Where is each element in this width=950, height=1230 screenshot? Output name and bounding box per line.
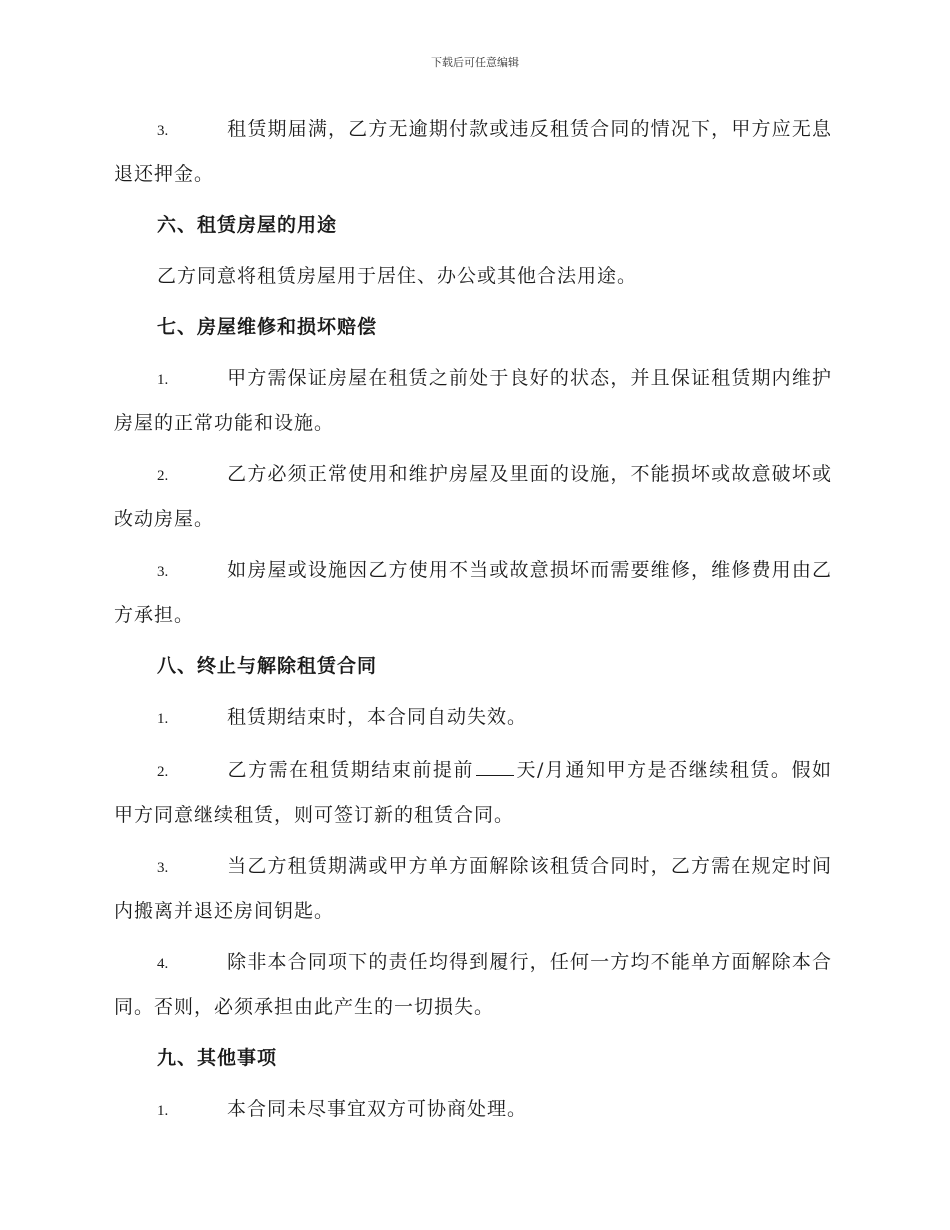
clause-text: 乙方必须正常使用和维护房屋及里面的设施，不能损坏或故意破坏或改动房屋。: [114, 463, 832, 530]
clause-number: 3.: [157, 564, 169, 580]
clause-8-1: [114, 696, 832, 741]
clause-text-after-blank: 天/月通知甲方是否继续租赁。假如甲方同意继续租赁，则可签订新的租赁合同。: [114, 759, 832, 826]
section-heading-8: 八、终止与解除租赁合同: [157, 655, 378, 677]
clause-number: 4.: [157, 956, 169, 972]
clause-number: 1.: [157, 1103, 169, 1119]
clause-number: 3.: [157, 860, 169, 876]
section-heading-7: 七、房屋维修和损坏赔偿: [157, 316, 378, 338]
document-body: [114, 108, 832, 1141]
clause-7-1: [114, 357, 832, 445]
section-heading-9: 九、其他事项: [157, 1047, 278, 1069]
clause-number: 1.: [157, 372, 169, 388]
section-heading-6: 六、租赁房屋的用途: [157, 214, 338, 236]
fill-in-blank: [476, 755, 514, 776]
clause-number: 3.: [157, 123, 169, 139]
clause-8-2: [114, 749, 832, 837]
section-6-text: 乙方同意将租赁房屋用于居住、办公或其他合法用途。: [157, 265, 638, 287]
clause-text: 甲方需保证房屋在租赁之前处于良好的状态，并且保证租赁期内维护房屋的正常功能和设施。: [114, 367, 832, 434]
clause-number: 2.: [157, 764, 169, 780]
clause-8-4: [114, 941, 832, 1029]
clause-8-3: [114, 845, 832, 933]
page-header: 下载后可任意编辑: [431, 56, 519, 69]
clause-7-2: [114, 453, 832, 541]
clause-text: 除非本合同项下的责任均得到履行，任何一方均不能单方面解除本合同。否则，必须承担由此产生的一切损失。: [114, 951, 832, 1018]
clause-7-3: [114, 549, 832, 637]
clause-text: 租赁期届满，乙方无逾期付款或违反租赁合同的情况下，甲方应无息退还押金。: [114, 118, 832, 185]
clause-5-3: [114, 108, 832, 196]
clause-text-before-blank: 乙方需在租赁期结束前提前: [227, 759, 474, 781]
clause-number: 1.: [157, 711, 169, 727]
clause-text: 本合同未尽事宜双方可协商处理。: [227, 1098, 528, 1120]
clause-number: 2.: [157, 468, 169, 484]
clause-text: 如房屋或设施因乙方使用不当或故意损坏而需要维修，维修费用由乙方承担。: [114, 559, 832, 626]
clause-text: 租赁期结束时，本合同自动失效。: [227, 706, 528, 728]
clause-9-1: [114, 1088, 832, 1133]
clause-text: 当乙方租赁期满或甲方单方面解除该租赁合同时，乙方需在规定时间内搬离并退还房间钥匙。: [114, 855, 832, 922]
